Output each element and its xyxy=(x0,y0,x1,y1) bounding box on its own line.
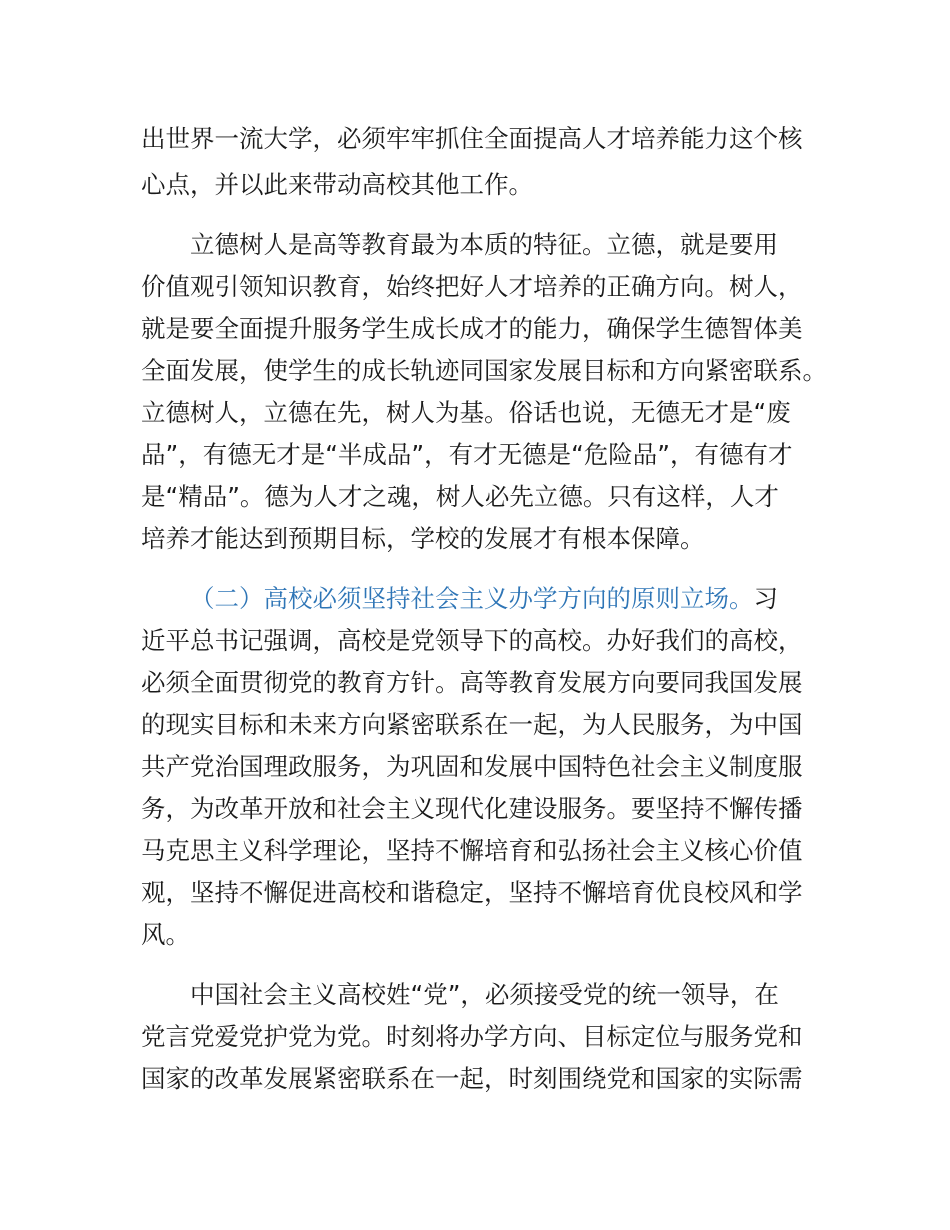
paragraph-2-line-1: 立德树人是高等教育最为本质的特征。立德，就是要用 xyxy=(190,230,778,259)
paragraph-3-line-5: 共产党治国理政服务，为巩固和发展中国特色社会主义制度服 xyxy=(141,752,803,781)
paragraph-3-line-6: 务，为改革开放和社会主义现代化建设服务。要坚持不懈传播 xyxy=(141,794,803,823)
paragraph-2-line-2: 价值观引领知识教育，始终把好人才培养的正确方向。树人， xyxy=(141,272,803,301)
paragraph-2-line-7: 是“精品”。德为人才之魂，树人必先立德。只有这样，人才 xyxy=(141,482,779,511)
paragraph-3-line-8: 观，坚持不懈促进高校和谐稳定，坚持不懈培育优良校风和学 xyxy=(141,878,803,907)
paragraph-3-line-9: 风。 xyxy=(141,920,190,949)
paragraph-2-line-8: 培养才能达到预期目标，学校的发展才有根本保障。 xyxy=(141,524,705,553)
paragraph-3-line-2: 近平总书记强调，高校是党领导下的高校。办好我们的高校， xyxy=(141,626,803,655)
section-heading: （二）高校必须坚持社会主义办学方向的原则立场。 xyxy=(190,584,754,613)
paragraph-2-line-5: 立德树人，立德在先，树人为基。俗话也说，无德无才是“废 xyxy=(141,398,791,427)
paragraph-3-line-1 xyxy=(190,582,778,616)
paragraph-3-line-3: 必须全面贯彻党的教育方针。高等教育发展方向要同我国发展 xyxy=(141,668,803,697)
paragraph-2-line-6: 品”，有德无才是“半成品”，有才无德是“危险品”，有德有才 xyxy=(141,440,793,469)
paragraph-4-line-1: 中国社会主义高校姓“党”，必须接受党的统一领导，在 xyxy=(190,980,779,1009)
paragraph-2-line-3: 就是要全面提升服务学生成长成才的能力，确保学生德智体美 xyxy=(141,314,803,343)
paragraph-4-line-3: 国家的改革发展紧密联系在一起，时刻围绕党和国家的实际需 xyxy=(141,1064,803,1093)
paragraph-1-line-1: 出世界一流大学，必须牢牢抓住全面提高人才培养能力这个核 xyxy=(141,124,803,153)
paragraph-3-line-4: 的现实目标和未来方向紧密联系在一起，为人民服务，为中国 xyxy=(141,710,803,739)
paragraph-1-line-2: 心点，并以此来带动高校其他工作。 xyxy=(141,170,533,199)
paragraph-4-line-2: 党言党爱党护党为党。时刻将办学方向、目标定位与服务党和 xyxy=(141,1022,803,1051)
paragraph-3-line-7: 马克思主义科学理论，坚持不懈培育和弘扬社会主义核心价值 xyxy=(141,836,803,865)
paragraph-2-line-4: 全面发展，使学生的成长轨迹同国家发展目标和方向紧密联系。 xyxy=(141,356,827,385)
heading-line-rest: 习 xyxy=(753,584,778,613)
